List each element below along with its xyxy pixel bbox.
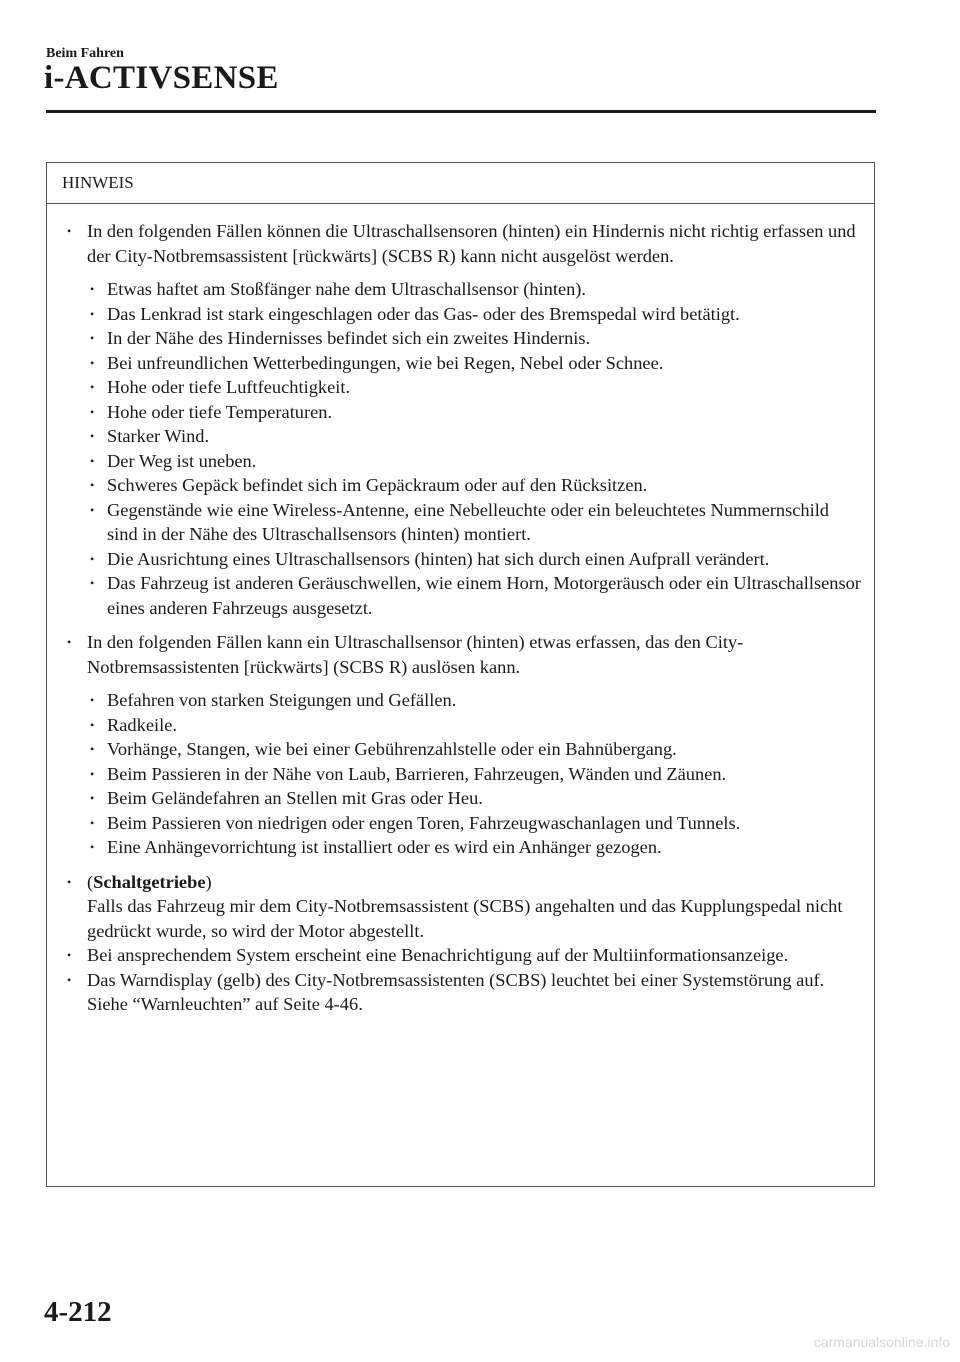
cross-reference: Siehe “Warnleuchten” auf Seite 4-46. xyxy=(87,994,363,1014)
list-item-text: Bei ansprechendem System erscheint eine Benachrichtigung auf der Multiinformationsanzeige. xyxy=(87,945,789,965)
sub-list-item: • Der Weg ist uneben. xyxy=(87,449,862,474)
paren-open: ( xyxy=(87,871,94,892)
note-body xyxy=(47,204,874,1017)
page-number: 4-212 xyxy=(44,1296,112,1328)
sub-list-item: • Beim Geländefahren an Stellen mit Gras oder Heu. xyxy=(87,786,862,811)
sub-list-item: • In der Nähe des Hindernisses befindet sich ein zweites Hindernis. xyxy=(87,326,862,351)
note-list xyxy=(65,219,862,1017)
note-heading: HINWEIS xyxy=(47,163,874,204)
list-item xyxy=(65,219,862,620)
sub-list xyxy=(87,277,862,620)
watermark: carmanualsonline.info xyxy=(813,1334,950,1350)
paren-close: ) xyxy=(205,871,212,892)
chapter-title: i-ACTIVSENSE xyxy=(44,60,279,96)
sub-list-item: • Bei unfreundlichen Wetterbedingungen, wie bei Regen, Nebel oder Schnee. xyxy=(87,351,862,376)
sub-list xyxy=(87,688,862,860)
sub-list-item: • Hohe oder tiefe Luftfeuchtigkeit. xyxy=(87,375,862,400)
list-item-text: Falls das Fahrzeug mir dem City-Notbremsassistent (SCBS) angehalten und das Kupplungspedal nicht gedrückt wurde, so wird der Motor abgestellt. xyxy=(87,896,843,941)
list-item xyxy=(65,630,862,860)
sub-list-item: • Die Ausrichtung eines Ultraschallsensors (hinten) hat sich durch einen Aufprall verändert. xyxy=(87,547,862,572)
sub-list-item: • Vorhänge, Stangen, wie bei einer Gebührenzahlstelle oder ein Bahnübergang. xyxy=(87,737,862,762)
header-divider xyxy=(46,110,876,113)
sub-list-item: • Starker Wind. xyxy=(87,424,862,449)
sub-list-item: • Das Lenkrad ist stark eingeschlagen oder das Gas- oder des Bremspedal wird betätigt. xyxy=(87,302,862,327)
list-item xyxy=(65,968,862,1017)
list-item-title-line xyxy=(87,870,862,895)
sub-list-item: • Hohe oder tiefe Temperaturen. xyxy=(87,400,862,425)
sub-list-item: • Beim Passieren von niedrigen oder engen Toren, Fahrzeugwaschanlagen und Tunnels. xyxy=(87,811,862,836)
list-item xyxy=(65,870,862,944)
sub-list-item: • Eine Anhängevorrichtung ist installiert oder es wird ein Anhänger gezogen. xyxy=(87,835,862,860)
list-item-title: Schaltgetriebe xyxy=(93,871,206,892)
sub-list-item: • Radkeile. xyxy=(87,713,862,738)
sub-list-item: • Schweres Gepäck befindet sich im Gepäckraum oder auf den Rücksitzen. xyxy=(87,473,862,498)
list-item-text: In den folgenden Fällen können die Ultraschallsensoren (hinten) ein Hindernis nicht richtig erfassen und der City-Notbremsassistent [rückwärts] (SCBS R) kann nicht ausgelöst werden. xyxy=(87,221,856,266)
sub-list-item: • Das Fahrzeug ist anderen Geräuschwellen, wie einem Horn, Motorgeräusch oder ein Ultraschallsensor eines anderen Fahrzeugs ausgesetzt. xyxy=(87,571,862,620)
list-item-text: In den folgenden Fällen kann ein Ultraschallsensor (hinten) etwas erfassen, das den City-Notbremsassistenten [rückwärts] (SCBS R) auslösen kann. xyxy=(87,632,744,677)
sub-list-item: • Etwas haftet am Stoßfänger nahe dem Ultraschallsensor (hinten). xyxy=(87,277,862,302)
note-box xyxy=(46,162,875,1187)
list-item-text: Das Warndisplay (gelb) des City-Notbremsassistenten (SCBS) leuchtet bei einer Systemstörung auf. xyxy=(87,969,825,990)
sub-list-item: • Befahren von starken Steigungen und Gefällen. xyxy=(87,688,862,713)
list-item xyxy=(65,943,862,968)
sub-list-item: • Gegenstände wie eine Wireless-Antenne, eine Nebelleuchte oder ein beleuchtetes Nummernschild sind in der Nähe des Ultraschallsensors (hinten) montiert. xyxy=(87,498,862,547)
section-title: Beim Fahren xyxy=(46,46,124,61)
sub-list-item: • Beim Passieren in der Nähe von Laub, Barrieren, Fahrzeugen, Wänden und Zäunen. xyxy=(87,762,862,787)
